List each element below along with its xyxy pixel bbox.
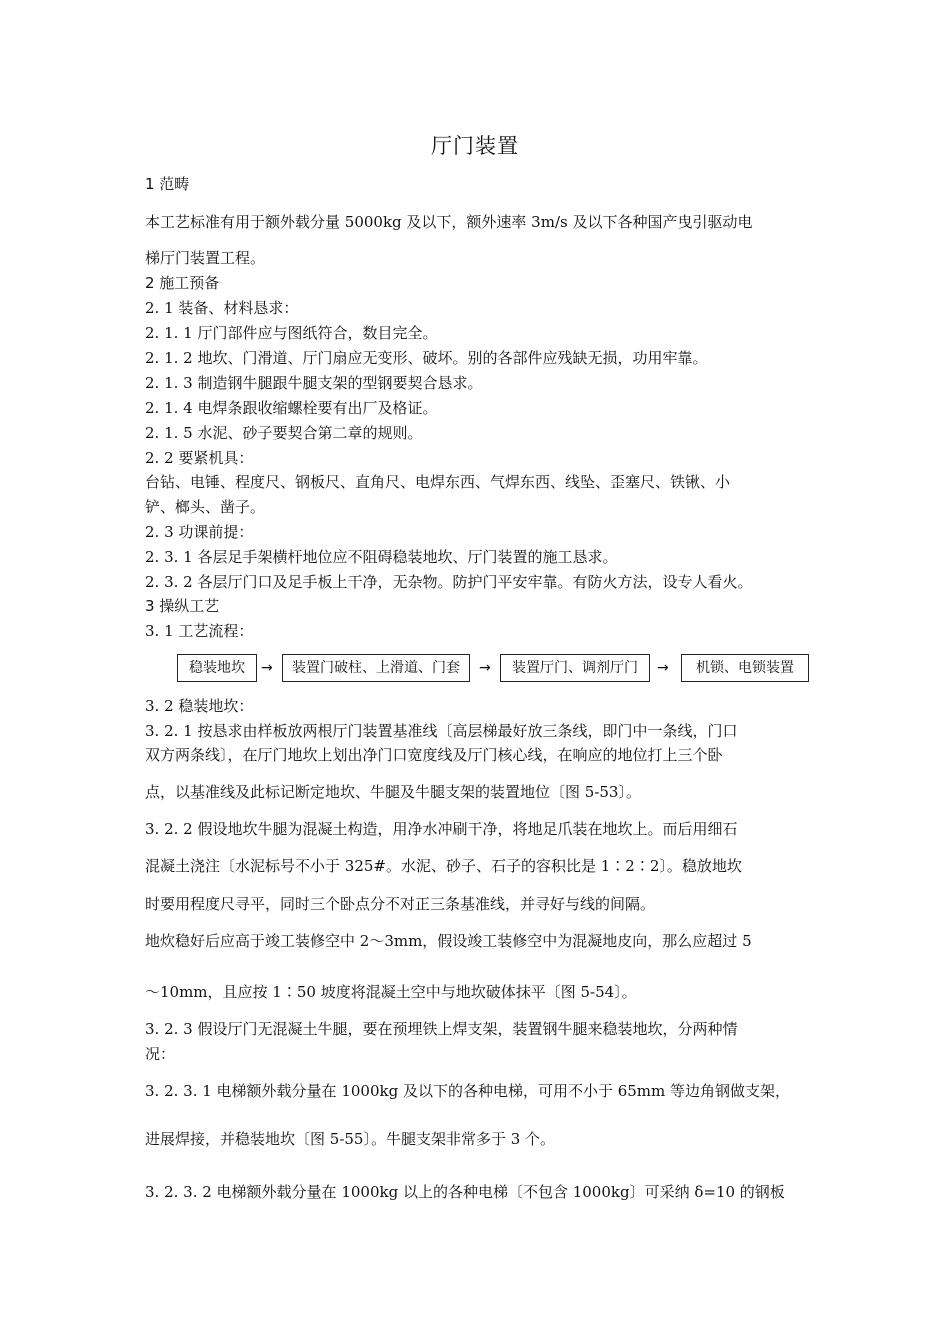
paragraph-line: 双方两条线〕，在厅门地坎上划出净门口宽度线及厅门核心线，在响应的地位打上三个卧 [145,746,723,764]
paragraph-line: 本工艺标准有用于额外载分量 5000kg 及以下，额外速率 3m/s 及以下各种国产曳引驱动电 [145,213,753,231]
process-flowchart [177,654,817,684]
paragraph-line: 地炊稳好后应高于竣工装修空中 2～3mm，假设竣工装修空中为混凝地皮向，那么应超过 5 [145,932,752,950]
paragraph-line: 3. 2. 3 假设厅门无混凝土牛腿，要在预埋铁上焊支架，装置钢牛腿来稳装地坎，分两种情 [145,1020,738,1038]
paragraph-line: 混凝土浇注〔水泥标号不小于 325#。水泥、砂子、石子的容积比是 1∶2∶2〕。稳放地坎 [145,857,742,875]
paragraph-line: 2. 3. 2 各层厅门口及足手板上干净，无杂物。防护门平安牢靠。有防火方法，设专人看火。 [145,573,753,591]
flow-step-box: 装置厅门、调剂厅门 [500,654,650,682]
paragraph-line: 2. 3 功课前提： [145,523,254,541]
flow-arrow-icon: → [479,660,491,676]
flow-step-box: 装置门破柱、上滑道、门套 [282,654,470,682]
paragraph-line: 台钻、电锤、程度尺、钢板尺、直角尺、电焊东西、气焊东西、线坠、歪塞尺、铁锹、小 [145,473,731,491]
paragraph-line: 2. 1. 5 水泥、砂子要契合第二章的规则。 [145,424,423,442]
paragraph-line: 点，以基准线及此标记断定地坎、牛腿及牛腿支架的装置地位〔图 5-53〕。 [145,783,641,801]
paragraph-line: 况： [145,1045,176,1063]
section-heading: 3 操纵工艺 [145,597,220,615]
paragraph-line: 3. 2 稳装地坎： [145,697,254,715]
flow-arrow-icon: → [657,660,669,676]
paragraph-line: 进展焊接，并稳装地坎〔图 5-55〕。牛腿支架非常多于 3 个。 [145,1130,556,1148]
paragraph-line: 2. 2 要紧机具： [145,449,254,467]
paragraph-line: 3. 1 工艺流程： [145,622,254,640]
paragraph-line: 2. 1. 1 厅门部件应与图纸符合，数目完全。 [145,324,438,342]
paragraph-line: 3. 2. 3. 2 电梯额外载分量在 1000kg 以上的各种电梯〔不包含 1000kg〕可采纳 δ=10 的钢板 [145,1183,785,1201]
paragraph-line: 梯厅门装置工程。 [145,249,266,267]
paragraph-line: ～10mm，且应按 1∶50 坡度将混凝土空中与地坎破体抹平〔图 5-54〕。 [145,983,637,1001]
paragraph-line: 3. 2. 2 假设地坎牛腿为混凝土构造，用净水冲刷干净，将地足爪装在地坎上。而后用细石 [145,820,738,838]
paragraph-line: 2. 1. 3 制造钢牛腿跟牛腿支架的型钢要契合恳求。 [145,374,483,392]
paragraph-line: 3. 2. 1 按恳求由样板放两根厅门装置基准线〔高层梯最好放三条线，即门中一条线，门口 [145,722,738,740]
paragraph-line: 2. 1 装备、材料恳求： [145,299,299,317]
paragraph-line: 铲、榔头、凿子。 [145,498,266,516]
section-heading: 1 范畴 [145,175,190,193]
flow-step-box: 稳装地坎 [177,654,257,682]
paragraph-line: 时要用程度尺寻平，同时三个卧点分不对正三条基准线，并寻好与线的间隔。 [145,895,656,913]
paragraph-line: 2. 1. 4 电焊条跟收缩螺栓要有出厂及格证。 [145,399,438,417]
document-title: 厅门装置 [431,134,519,158]
paragraph-line: 3. 2. 3. 1 电梯额外载分量在 1000kg 及以下的各种电梯，可用不小于 65mm 等边角钢做支架， [145,1082,791,1100]
flow-step-box: 机锁、电锁装置 [681,654,809,682]
section-heading: 2 施工预备 [145,274,220,292]
paragraph-line: 2. 3. 1 各层足手架横杆地位应不阻碍稳装地坎、厅门装置的施工恳求。 [145,548,618,566]
paragraph-line: 2. 1. 2 地坎、门滑道、厅门扇应无变形、破坏。别的各部件应残缺无损，功用牢靠。 [145,349,708,367]
flow-arrow-icon: → [261,660,273,676]
